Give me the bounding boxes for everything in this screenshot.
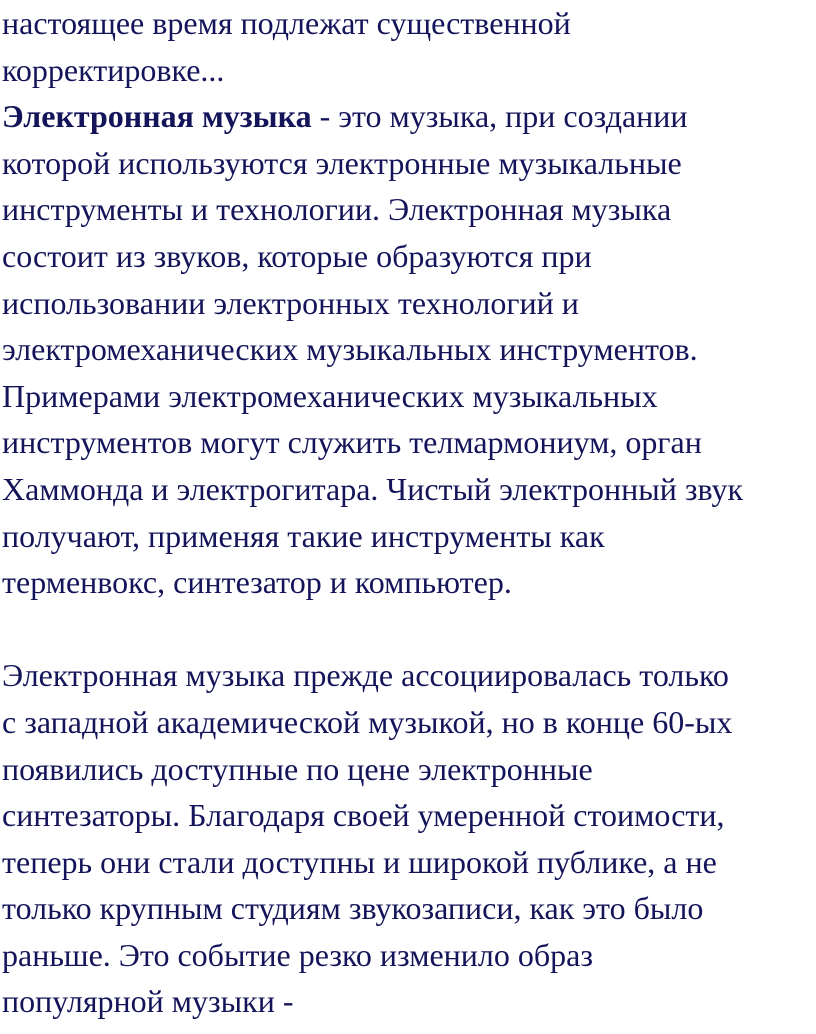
text-line: популярной музыки -: [2, 983, 294, 1020]
text-line: получают, применяя такие инструменты как: [2, 517, 605, 554]
text-line: электромеханических музыкальных инструментов.: [2, 331, 698, 368]
text-line: инструменты и технологии. Электронная музыка: [2, 191, 672, 228]
text-line: Примерами электромеханических музыкальных: [2, 377, 658, 414]
paragraph-continued: [2, 0, 814, 93]
text-line: Хаммонда и электрогитара. Чистый электронный звук: [2, 470, 744, 507]
text-line: настоящее время подлежат существенной: [2, 5, 571, 41]
text-line: с западной академической музыкой, но в конце 60-ых: [2, 703, 733, 740]
text-line: терменвокс, синтезатор и компьютер.: [2, 564, 512, 601]
text-line: синтезаторы. Благодаря своей умеренной стоимости,: [2, 797, 725, 834]
text-line: появились доступные по цене электронные: [2, 750, 593, 787]
paragraph-history: [2, 652, 814, 1025]
text-line: состоит из звуков, которые образуются при: [2, 237, 592, 274]
text-line: раньше. Это событие резко изменило образ: [2, 936, 594, 973]
paragraph-spacer: [2, 606, 814, 653]
text-line: Электронная музыка прежде ассоциировалась только: [2, 657, 729, 694]
paragraph-definition: [2, 93, 814, 606]
text-line: корректировке...: [2, 51, 225, 88]
text-line: только крупным студиям звукозаписи, как это было: [2, 890, 704, 927]
text-line: теперь они стали доступны и широкой публике, а не: [2, 843, 717, 880]
definition-intro: - это музыка, при создании: [311, 98, 688, 135]
defined-term: Электронная музыка: [2, 98, 312, 135]
text-line: инструментов могут служить телмармониум, орган: [2, 424, 702, 461]
text-line: использовании электронных технологий и: [2, 284, 579, 321]
definition-first-line: [2, 93, 814, 140]
text-line: которой используются электронные музыкальные: [2, 144, 682, 181]
document-page: [2, 0, 814, 1025]
